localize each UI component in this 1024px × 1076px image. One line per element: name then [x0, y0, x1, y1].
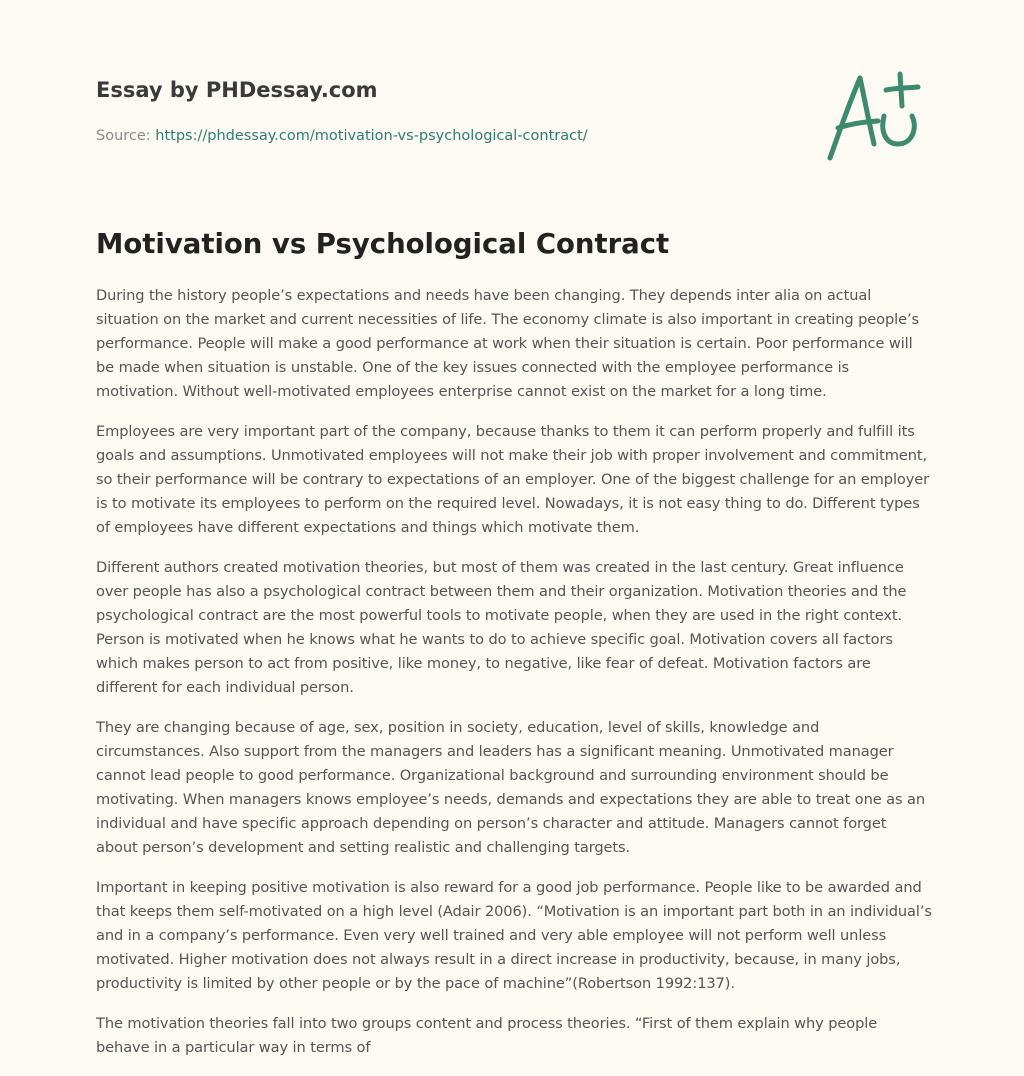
paragraph: The motivation theories fall into two groups content and process theories. “First of them explain why people behave in a particular way in terms of [96, 1015, 878, 1056]
paragraph: They are changing because of age, sex, position in society, education, level of skills, knowledge and circumstances. Also support from the managers and leaders has a significant meaning. Unmotivated manager cannot lead people to good performance. Organizational background and surrounding environment should be motivating. When managers knows employee’s needs, demands and expectations they are able to treat one as an individual and have specific approach depending on person’s character and attitude. Managers cannot forget about person’s development and setting realistic and challenging targets. [96, 719, 926, 856]
site-title: Essay by PHDessay.com [96, 78, 378, 102]
source-line [96, 126, 696, 146]
essay-title: Motivation vs Psychological Contract [96, 228, 670, 260]
paragraph: During the history people’s expectations and needs have been changing. They depends inter alia on actual situation on the market and current necessities of life. The economy climate is also important in creating people’s performance. People will make a good performance at work when their situation is certain. Poor performance will be made when situation is unstable. One of the key issues connected with the employee performance is motivation. Without well-motivated employees enterprise cannot exist on the market for a long time. [96, 287, 920, 400]
paragraph: Employees are very important part of the company, because thanks to them it can perform properly and fulfill its goals and assumptions. Unmotivated employees will not make their job with proper involvement and commitment, so their performance will be contrary to expectations of an employer. One of the biggest challenge for an employer is to motivate its employees to perform on the required level. Nowadays, it is not easy thing to do. Different types of employees have different expectations and things which motivate them. [96, 423, 930, 536]
paragraph: Different authors created motivation theories, but most of them was created in the last century. Great influence over people has also a psychological contract between them and their organization. Motivation theories and the psychological contract are the most powerful tools to motivate people, when they are used in the right context. Person is motivated when he knows what he wants to do to achieve specific goal. Motivation covers all factors which makes person to act from positive, like money, to negative, like fear of defeat. Motivation factors are different for each individual person. [96, 559, 907, 696]
source-link[interactable]: https://phdessay.com/motivation-vs-psychological-contract/ [155, 128, 588, 144]
paragraph: Important in keeping positive motivation is also reward for a good job performance. People like to be awarded and that keeps them self-motivated on a high level (Adair 2006). “Motivation is an important part both in an individual’s and in a company’s performance. Even very well trained and very able employee will not perform well unless motivated. Higher motivation does not always result in a direct increase in productivity, because, in many jobs, productivity is limited by other people or by the pace of machine”(Robertson 1992:137). [96, 879, 932, 992]
essay-header [96, 76, 696, 146]
source-label: Source: [96, 128, 156, 144]
essay-body [96, 284, 932, 1076]
a-plus-grade-icon [820, 66, 930, 166]
